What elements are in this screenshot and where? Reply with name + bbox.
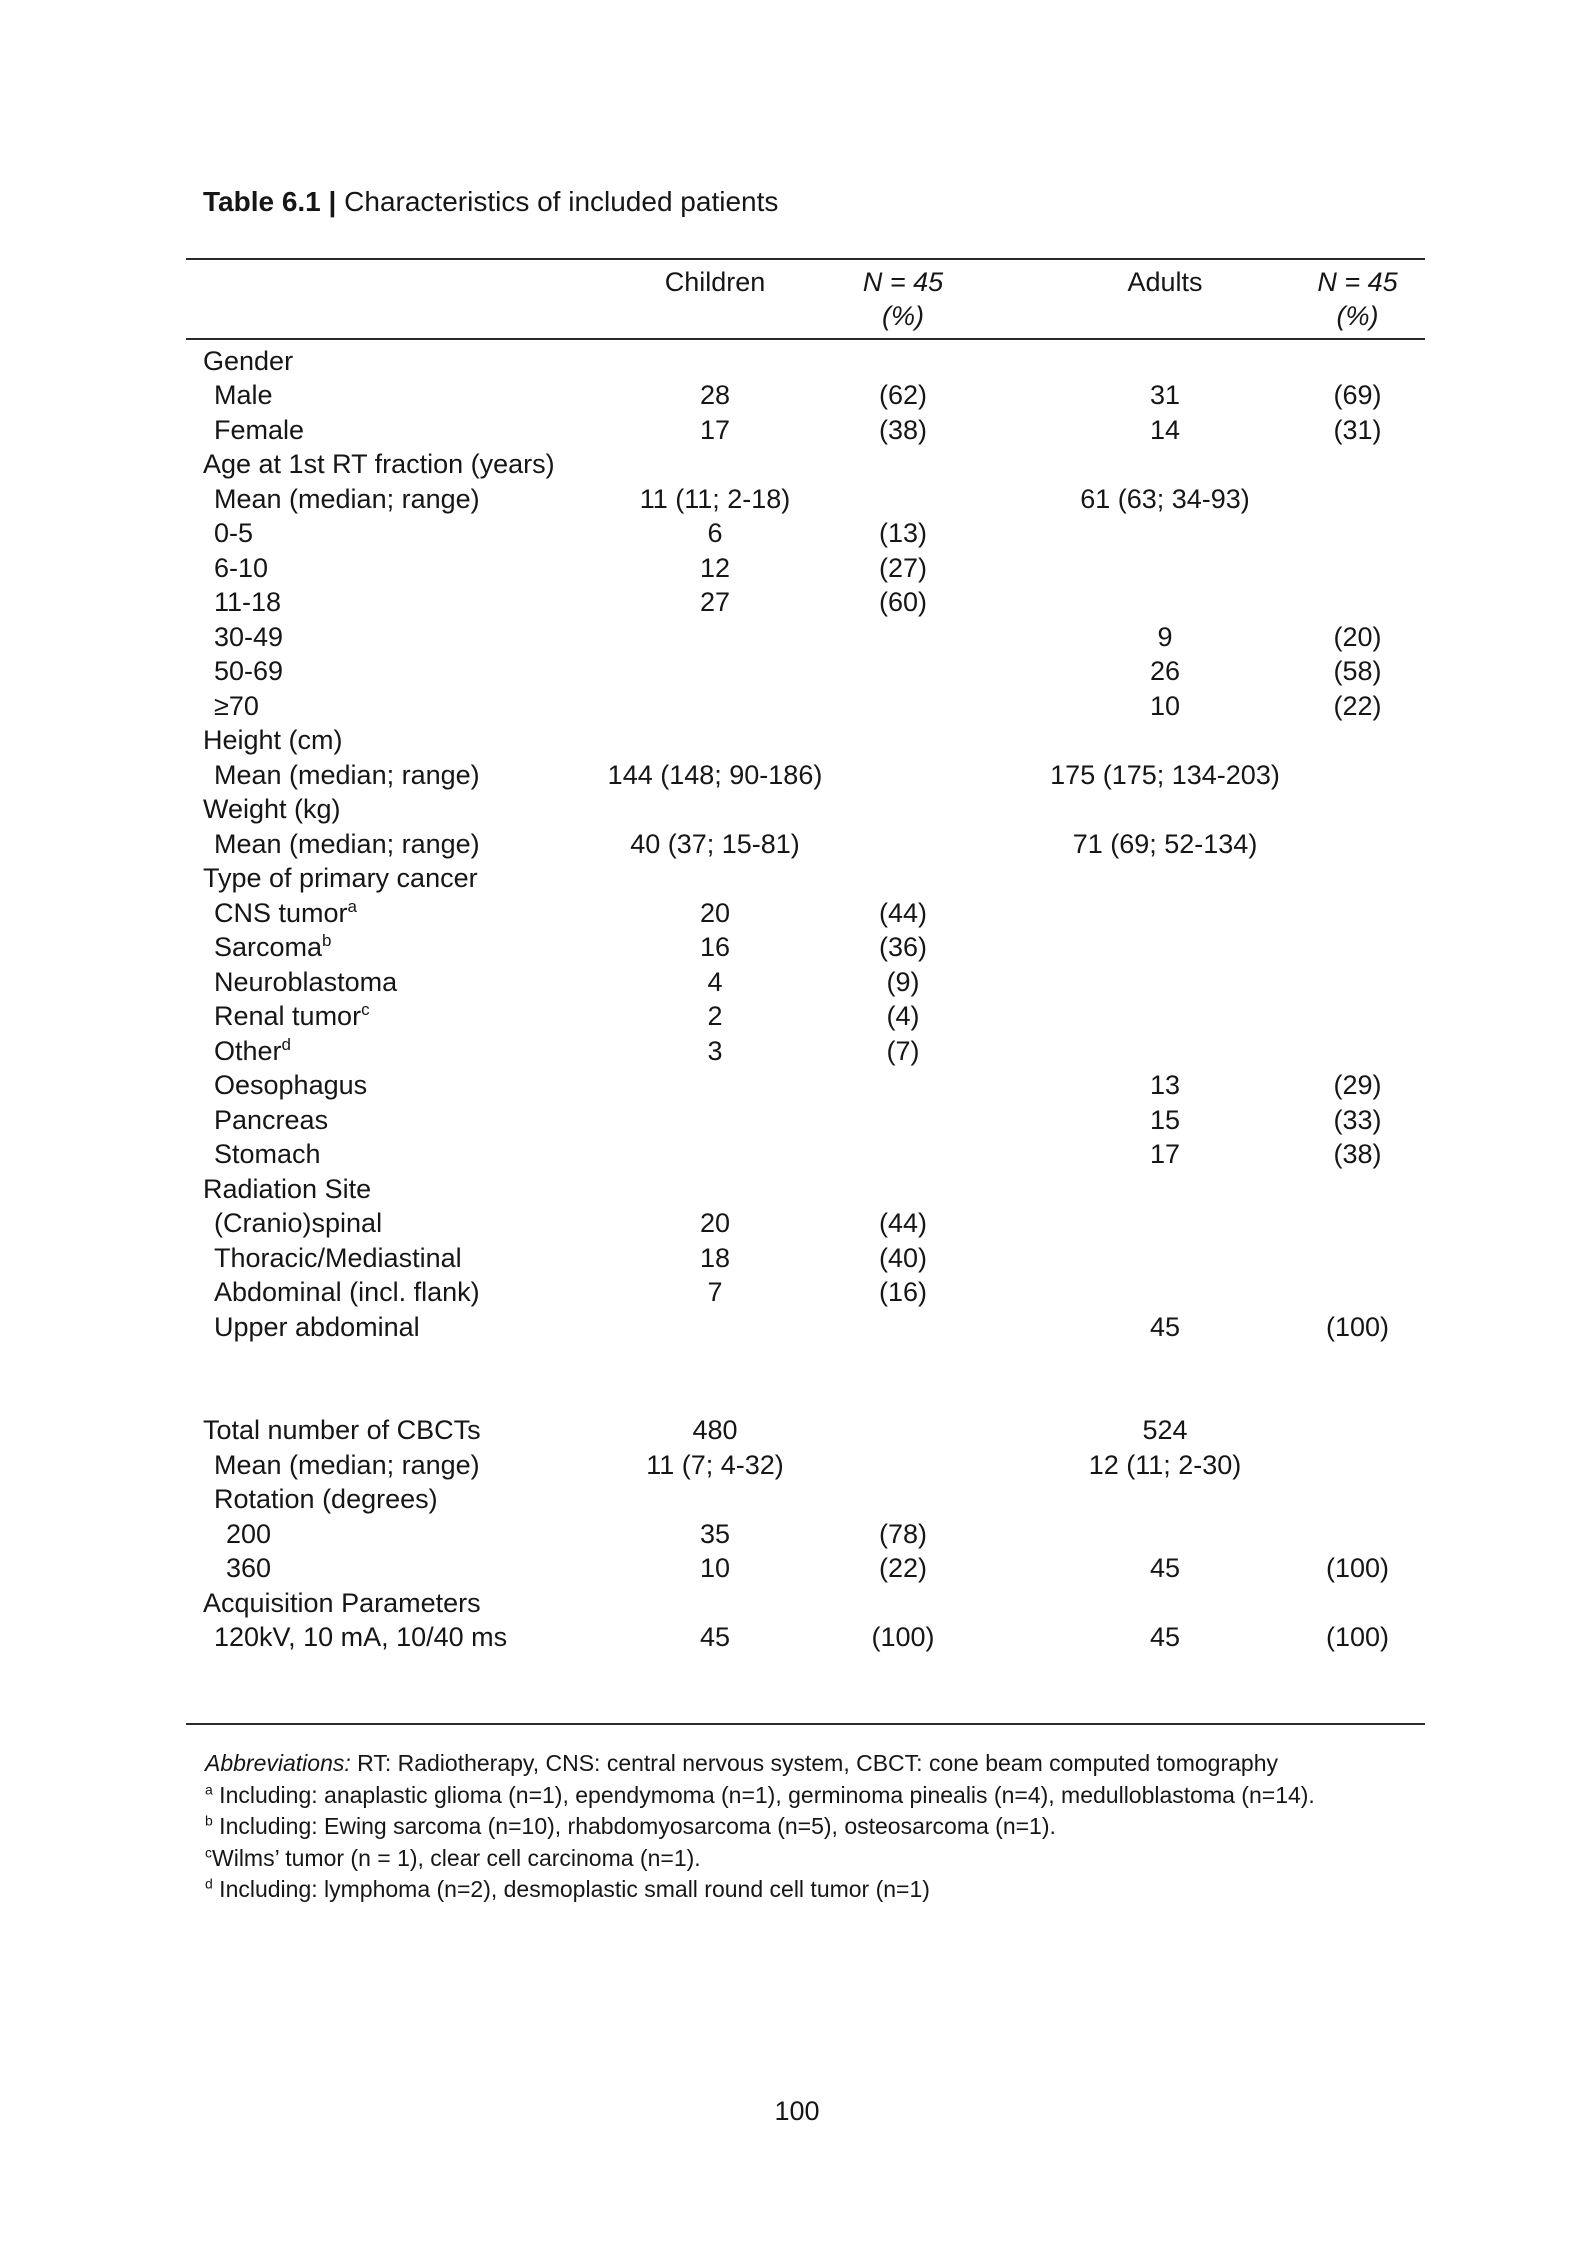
table-row [186, 1069, 1425, 1104]
row-value-adults-pct: (20) [1333, 621, 1382, 652]
table-row [186, 965, 1425, 1000]
row-value-adults-n: 175 (175; 134-203) [1050, 759, 1280, 790]
row-value-adults-n: 17 [1149, 1139, 1181, 1170]
row-value-children-pct: (78) [878, 1518, 927, 1549]
table-row [186, 379, 1425, 414]
row-value-children-n: 2 [707, 1001, 723, 1032]
row-label: Female [214, 414, 305, 445]
table-blank-row [186, 1345, 1425, 1380]
row-label: 0-5 [214, 518, 254, 549]
table-blank-row [186, 1379, 1425, 1414]
table-row [186, 1241, 1425, 1276]
row-label: Weight (kg) [203, 794, 341, 825]
row-value-children-n: 7 [707, 1277, 723, 1308]
row-value-children-n: 144 (148; 90-186) [607, 759, 823, 790]
row-value-adults-n: 71 (69; 52-134) [1072, 828, 1258, 859]
row-value-adults-n: 12 (11; 2-30) [1088, 1449, 1242, 1480]
row-value-children-pct: (36) [878, 932, 927, 963]
row-label: 200 [226, 1518, 272, 1549]
row-value-adults-n: 61 (63; 34-93) [1080, 483, 1250, 514]
row-label: Oesophagus [214, 1070, 368, 1101]
row-value-adults-pct: (100) [1325, 1553, 1390, 1584]
table-row [186, 931, 1425, 966]
row-label: Upper abdominal [214, 1311, 420, 1342]
row-value-adults-pct: (22) [1333, 690, 1382, 721]
row-label: Type of primary cancer [203, 863, 478, 894]
row-label: Pancreas [214, 1104, 329, 1135]
row-value-adults-n: 26 [1149, 656, 1181, 687]
patients-table [186, 258, 1425, 1725]
row-label: Sarcoma$^b$ [214, 931, 332, 963]
table-header-row-2 [186, 300, 1425, 335]
table-caption-number: Table 6.1 | [203, 186, 337, 217]
col-header-children: Children [664, 266, 766, 297]
row-label: (Cranio)spinal [214, 1208, 383, 1239]
col-header-adults-n: N = 45 [1317, 266, 1398, 297]
table-row [186, 1586, 1425, 1621]
row-value-children-pct: (16) [878, 1277, 927, 1308]
row-label: Mean (median; range) [214, 483, 480, 514]
row-label: Mean (median; range) [214, 1449, 480, 1480]
row-value-adults-pct: (31) [1333, 414, 1382, 445]
table-row [186, 758, 1425, 793]
table-row [186, 1552, 1425, 1587]
row-value-children-pct: (62) [878, 380, 927, 411]
table-row [186, 517, 1425, 552]
row-label: Height (cm) [203, 725, 343, 756]
row-value-children-n: 35 [699, 1518, 731, 1549]
table-row [186, 1138, 1425, 1173]
row-label: 120kV, 10 mA, 10/40 ms [214, 1622, 508, 1653]
table-row [186, 689, 1425, 724]
col-header-children-pct: (%) [882, 301, 924, 332]
footnote: $^b$ Including: Ewing sarcoma (n=10), rhabdomyosarcoma (n=5), osteosarcoma (n=1). [205, 1812, 1056, 1839]
row-label: Thoracic/Mediastinal [214, 1242, 462, 1273]
row-value-adults-pct: (38) [1333, 1139, 1382, 1170]
table-row [186, 1310, 1425, 1345]
row-value-children-pct: (27) [878, 552, 927, 583]
row-value-adults-pct: (33) [1333, 1104, 1382, 1135]
row-value-children-n: 20 [699, 1208, 731, 1239]
row-label: Abdominal (incl. flank) [214, 1277, 480, 1308]
row-value-children-n: 10 [699, 1553, 731, 1584]
row-value-adults-pct: (100) [1325, 1311, 1390, 1342]
table-row [186, 1276, 1425, 1311]
row-value-adults-pct: (100) [1325, 1622, 1390, 1653]
row-value-children-pct: (44) [878, 1208, 927, 1239]
row-value-children-pct: (60) [878, 587, 927, 618]
row-value-adults-n: 45 [1149, 1311, 1181, 1342]
row-label: 11-18 [214, 587, 282, 618]
row-label: Other$^d$ [214, 1034, 291, 1066]
table-row [186, 1448, 1425, 1483]
row-label: Rotation (degrees) [214, 1484, 438, 1515]
table-header [186, 260, 1425, 340]
row-label: Renal tumor$^c$ [214, 1000, 370, 1032]
row-value-children-n: 17 [699, 414, 731, 445]
table-row [186, 655, 1425, 690]
col-header-adults-pct: (%) [1336, 301, 1379, 332]
footnote: Abbreviations: RT: Radiotherapy, CNS: central nervous system, CBCT: cone beam computed tomography [205, 1750, 1278, 1776]
table-row [186, 1207, 1425, 1242]
table-caption-text: Characteristics of included patients [336, 186, 779, 217]
table-row [186, 1621, 1425, 1656]
table-row [186, 862, 1425, 897]
table-row [186, 1000, 1425, 1035]
row-value-children-pct: (4) [886, 1001, 920, 1032]
table-row [186, 551, 1425, 586]
row-value-children-n: 480 [692, 1415, 738, 1446]
row-value-children-n: 16 [699, 932, 731, 963]
table-row [186, 586, 1425, 621]
row-value-children-pct: (44) [878, 897, 927, 928]
table-row [186, 413, 1425, 448]
row-value-children-n: 3 [707, 1035, 723, 1066]
row-value-children-n: 27 [699, 587, 731, 618]
row-value-children-n: 12 [699, 552, 731, 583]
row-value-children-n: 6 [707, 518, 723, 549]
row-label: 360 [226, 1553, 272, 1584]
row-value-children-n: 11 (11; 2-18) [639, 483, 791, 514]
row-label: 30-49 [214, 621, 284, 652]
footnote: $^d$ Including: lymphoma (n=2), desmoplastic small round cell tumor (n=1) [205, 1875, 930, 1902]
row-value-adults-n: 13 [1149, 1070, 1181, 1101]
row-label: Neuroblastoma [214, 966, 398, 997]
table-caption [203, 186, 778, 218]
row-label: Radiation Site [203, 1173, 372, 1204]
table-row [186, 1034, 1425, 1069]
table-row [186, 1483, 1425, 1518]
row-value-children-pct: (9) [886, 966, 920, 997]
row-value-children-pct: (38) [878, 414, 927, 445]
row-value-adults-n: 9 [1157, 621, 1173, 652]
table-row [186, 1103, 1425, 1138]
table-row [186, 1414, 1425, 1449]
table-row [186, 482, 1425, 517]
row-label: Male [214, 380, 273, 411]
row-value-children-pct: (100) [871, 1622, 935, 1653]
table-row [186, 827, 1425, 862]
row-label: Age at 1st RT fraction (years) [203, 449, 555, 480]
table-row [186, 896, 1425, 931]
row-value-adults-n: 45 [1149, 1553, 1181, 1584]
table-row [186, 448, 1425, 483]
row-value-adults-n: 14 [1149, 414, 1181, 445]
table-row [186, 344, 1425, 379]
col-header-children-n: N = 45 [862, 266, 944, 297]
row-label: Total number of CBCTs [203, 1415, 481, 1446]
row-value-adults-pct: (69) [1333, 380, 1382, 411]
row-value-children-pct: (22) [878, 1553, 927, 1584]
row-value-children-n: 28 [699, 380, 731, 411]
row-label: CNS tumor$^a$ [214, 896, 357, 928]
footnote: $^c$Wilms’ tumor (n = 1), clear cell carcinoma (n=1). [205, 1843, 701, 1871]
row-label: 6-10 [214, 552, 269, 583]
table-row [186, 1172, 1425, 1207]
table-header-row-1 [186, 265, 1425, 300]
row-label: Gender [203, 345, 294, 376]
col-header-adults: Adults [1127, 266, 1203, 297]
row-value-children-n: 20 [699, 897, 731, 928]
table-row [186, 724, 1425, 759]
row-label: 50-69 [214, 656, 284, 687]
page-number: 100 [774, 2096, 820, 2126]
row-value-adults-n: 45 [1149, 1622, 1181, 1653]
row-value-children-n: 40 (37; 15-81) [630, 828, 800, 859]
row-label: ≥70 [214, 690, 259, 721]
row-label: Stomach [214, 1139, 321, 1170]
row-value-adults-n: 15 [1149, 1104, 1181, 1135]
row-value-children-n: 45 [699, 1622, 731, 1653]
row-value-children-n: 4 [707, 966, 723, 997]
row-label: Mean (median; range) [214, 828, 480, 859]
table-row [186, 620, 1425, 655]
row-value-adults-n: 31 [1149, 380, 1181, 411]
table-footnotes [205, 1748, 1445, 1906]
row-value-adults-pct: (58) [1333, 656, 1382, 687]
footnote: $^a$ Including: anaplastic glioma (n=1), ependymoma (n=1), germinoma pinealis (n=4), medulloblastoma (n=14). [205, 1780, 1315, 1808]
row-value-children-pct: (40) [878, 1242, 927, 1273]
table-row [186, 793, 1425, 828]
row-label: Mean (median; range) [214, 759, 480, 790]
row-value-children-pct: (7) [886, 1035, 920, 1066]
row-value-adults-n: 524 [1142, 1415, 1188, 1446]
row-value-adults-pct: (29) [1333, 1070, 1382, 1101]
row-value-children-n: 18 [699, 1242, 731, 1273]
table-body [186, 340, 1425, 1723]
row-value-adults-n: 10 [1149, 690, 1181, 721]
row-value-children-n: 11 (7; 4-32) [646, 1449, 784, 1480]
table-row [186, 1517, 1425, 1552]
row-value-children-pct: (13) [878, 518, 927, 549]
row-label: Acquisition Parameters [203, 1587, 481, 1618]
